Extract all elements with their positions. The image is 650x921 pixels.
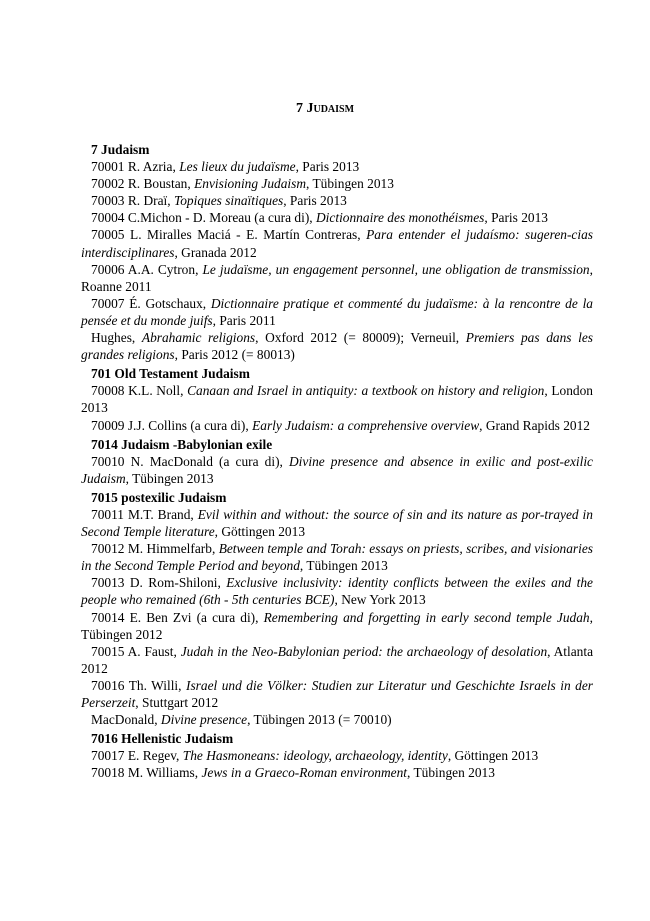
entry-authors: J.J. Collins (a cura di), [127,417,249,433]
bibliography-entry [81,747,593,764]
section-heading: 7015 postexilic Judaism [91,489,227,505]
entry-publication: , Grand Rapids 2012 [479,417,590,433]
entry-number: 70001 [91,159,125,175]
bibliography-section [81,436,593,487]
bibliography-entry [81,295,593,329]
entry-publication: , Tübingen 2012 [81,609,593,642]
entry-number: 70012 [91,541,125,557]
entry-authors: R. Azria, [127,159,176,175]
page-title-number: 7 [295,101,303,116]
entry-title: Evil within and without: the source of sin and its nature as por-trayed in Second Temple literature [81,506,593,540]
bibliography-entry [81,453,593,487]
entry-authors: M. Himmelfarb, [127,541,216,557]
entry-number: 70014 [91,609,125,625]
entry-title: The Hasmoneans: ideology, archaeology, identity [182,748,448,764]
entry-title: Judah in the Neo-Babylonian period: the archaeology of desolation [180,643,548,659]
section-heading: 7 Judaism [91,142,150,157]
bibliography-entry [81,329,593,363]
entry-number: 70018 [91,765,125,781]
entry-number: 70016 [91,677,125,693]
bibliography-section [81,489,593,728]
entry-number: 70011 [91,506,124,522]
entry-authors: E. Ben Zvi (a cura di), [129,609,259,625]
entry-publication: , New York 2013 [334,592,426,608]
entry-title: Israel und die Völker: Studien zur Literatur und Geschichte Israels in der Perserzeit [81,677,593,710]
bibliography-entry [81,643,593,677]
entry-authors: D. Rom-Shiloni, [129,575,221,591]
entry-publication: , Paris 2011 [212,312,276,328]
bibliography-section [81,141,593,363]
entry-publication: , London 2013 [81,383,593,416]
entry-number: 70009 [91,417,125,433]
entry-publication: , Oxford 2012 (= 80009); Verneuil, [255,330,460,346]
entry-publication: , Paris 2013 [484,210,548,226]
bibliography-entry [81,506,593,540]
entry-authors: Hughes, [91,330,136,346]
section-heading: 7014 Judaism -Babylonian exile [91,436,273,452]
entry-publication: , Roanne 2011 [81,261,593,294]
entry-publication: , Tübingen 2013 [125,470,214,486]
bibliography-list [81,141,593,781]
entry-title: Abrahamic religions [141,330,256,346]
entry-title: Divine presence [160,712,248,728]
entry-title: Para entender el judaísmo: sugeren-cias interdisciplinares [81,227,593,260]
bibliography-entry [81,417,593,434]
entry-number: 70010 [91,453,125,469]
entry-title: Dictionnaire pratique et commenté du judaïsme: à la rencontre de la pensée et du monde juifs [81,295,593,328]
entry-publication: , Stuttgart 2012 [135,695,219,710]
entry-title: Exclusive inclusivity: identity conflicts between the exiles and the people who remained (6th - 5th centuries BCE) [81,575,593,608]
entry-number: 70013 [91,575,125,591]
entry-authors: A. Faust, [127,643,177,659]
entry-number: 70017 [91,748,125,764]
bibliography-entry [81,175,593,192]
entry-title: Envisioning Judaism [194,176,307,192]
entry-number: 70015 [91,643,125,659]
entry-publication: , Paris 2013 [295,159,360,175]
entry-title: Dictionnaire des monothéismes [316,210,485,226]
entry-authors: N. MacDonald (a cura di), [130,453,283,469]
entry-number: 70008 [91,383,125,399]
entry-authors: É. Gotschaux, [129,295,207,311]
bibliography-section [81,730,593,781]
entry-publication: , Tübingen 2013 [299,558,388,574]
page-title-text: Judaism [306,101,355,116]
bibliography-entry [81,540,593,574]
entry-publication: , Tübingen 2013 (= 70010) [247,712,392,728]
entry-title: Canaan and Israel in antiquity: a textbook on history and religion [187,383,545,399]
bibliography-entry [81,158,593,175]
entry-title: Le judaïsme, un engagement personnel, une obligation de transmission [202,261,590,277]
entry-publication: , Göttingen 2013 [214,524,306,540]
bibliography-entry [81,192,593,209]
section-heading: 7016 Hellenistic Judaism [91,731,234,747]
bibliography-entry [81,764,593,781]
bibliography-entry [81,261,593,295]
entry-title: Divine presence and absence in exilic and post-exilic Judaism [81,453,593,486]
entry-authors: K.L. Noll, [128,383,184,399]
section-heading: 701 Old Testament Judaism [91,366,250,382]
entry-number: 70004 [91,210,125,226]
entry-authors: MacDonald, [91,712,158,728]
entry-number: 70002 [91,176,125,192]
entry-title: Remembering and forgetting in early second temple Judah [263,609,590,625]
entry-publication: , Tübingen 2013 [407,765,495,781]
entry-publication: , Granada 2012 [174,244,257,260]
entry-authors: E. Regev, [127,748,180,764]
bibliography-entry [81,677,593,711]
entry-authors: L. Miralles Maciá - E. Martín Contreras, [130,227,361,243]
entry-title: Jews in a Graeco-Roman environment [201,765,407,781]
entry-number: 70005 [91,227,125,243]
entry-publication: , Tübingen 2013 [306,176,394,192]
bibliography-entry [81,609,593,643]
entry-title: Premiers pas dans les grandes religions [81,330,593,363]
entry-authors: M. Williams, [127,765,199,781]
bibliography-entry [81,226,593,260]
entry-authors: Th. Willi, [128,677,182,693]
entry-publication: , Göttingen 2013 [447,748,539,764]
entry-authors: R. Draï, [127,193,171,209]
entry-title: Topiques sinaïtiques [173,193,284,209]
entry-publication: , Paris 2012 (= 80013) [174,347,295,363]
entry-number: 70006 [91,261,125,277]
entry-title: Early Judaism: a comprehensive overview [252,417,480,433]
entry-authors: R. Boustan, [127,176,191,192]
bibliography-entry [81,711,593,728]
bibliography-entry [81,382,593,416]
entry-number: 70003 [91,193,125,209]
page-title [0,100,650,118]
bibliography-entry [81,574,593,608]
entry-authors: M.T. Brand, [127,506,194,522]
entry-authors: C.Michon - D. Moreau (a cura di), [127,210,313,226]
entry-number: 70007 [91,295,125,311]
entry-title: Les lieux du judaïsme [179,159,296,175]
bibliography-section [81,365,593,433]
entry-publication: , Atlanta 2012 [81,643,594,676]
entry-publication: , Paris 2013 [283,193,347,209]
entry-title: Between temple and Torah: essays on priests, scribes, and visionaries in the Second Temple Period and beyond [81,541,593,574]
entry-authors: A.A. Cytron, [127,261,199,277]
bibliography-entry [81,209,593,226]
